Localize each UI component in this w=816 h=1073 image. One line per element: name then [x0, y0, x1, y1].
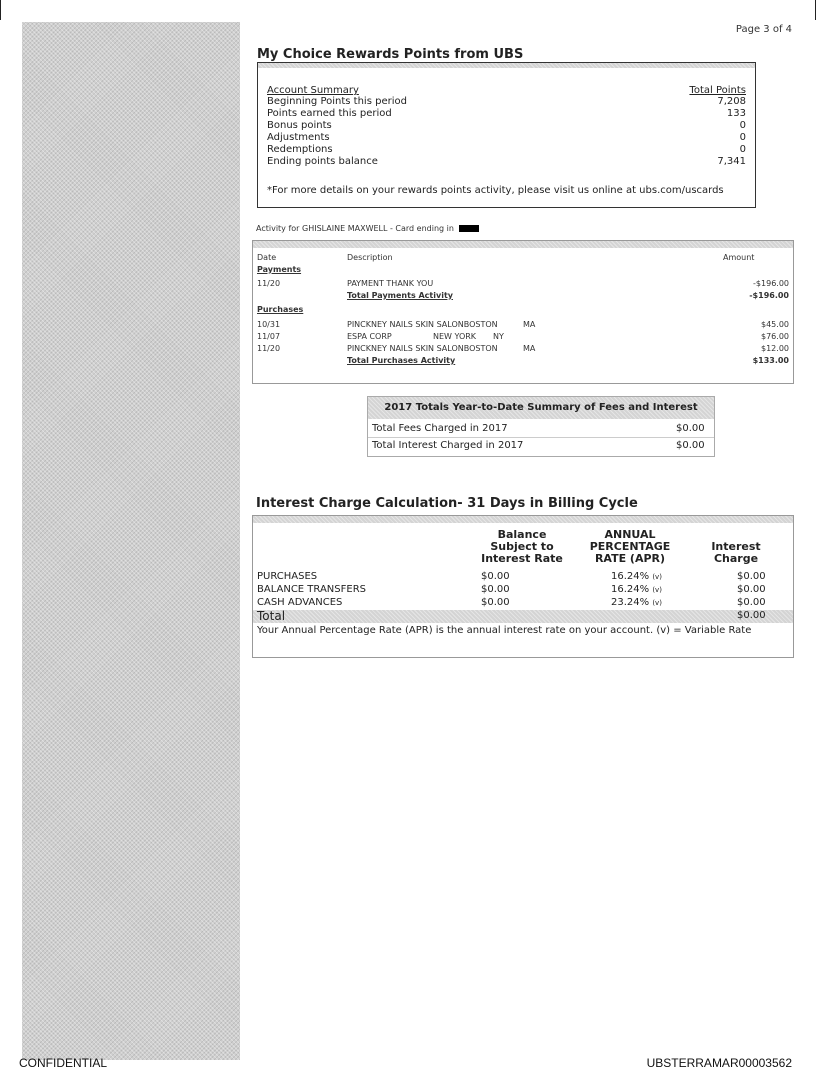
variable-flag: (v): [652, 573, 662, 581]
purchases-total-amount: $133.00: [752, 356, 789, 365]
col-balance-line: Interest Rate: [481, 552, 563, 565]
interest-row-charge: $0.00: [737, 584, 766, 595]
payments-total-label: Total Payments Activity: [347, 291, 453, 300]
rewards-title: My Choice Rewards Points from UBS: [257, 47, 524, 62]
interest-row-label: BALANCE TRANSFERS: [257, 584, 366, 595]
col-apr-line: PERCENTAGE: [589, 540, 671, 553]
account-summary-header: Account Summary: [267, 85, 359, 96]
purchase-amount: $45.00: [761, 320, 789, 329]
interest-row-label: CASH ADVANCES: [257, 597, 343, 608]
interest-row-balance: $0.00: [481, 571, 510, 582]
page-edge-left: [0, 0, 1, 20]
purchases-section-label: Purchases: [257, 305, 304, 314]
purchase-amount: $12.00: [761, 344, 789, 353]
rewards-row-value: 7,341: [717, 156, 746, 167]
rewards-row: [267, 120, 746, 132]
col-amount-header: Amount: [723, 253, 755, 262]
interest-title: [256, 496, 638, 511]
activity-title: [256, 224, 479, 233]
interest-row-apr: [611, 571, 662, 583]
fees-row-label: Total Interest Charged in 2017: [372, 440, 524, 451]
interest-row-label: PURCHASES: [257, 571, 318, 582]
rewards-summary-box: [257, 62, 756, 208]
activity-table-strip: [253, 241, 793, 248]
col-charge-line: Charge: [713, 552, 759, 565]
decorative-sidebar: [22, 22, 240, 1060]
interest-title-rest: - 31 Days in Billing Cycle: [457, 496, 638, 511]
purchase-state: NY: [493, 332, 504, 341]
purchase-date: 11/20: [257, 344, 281, 353]
fees-divider: [368, 437, 714, 438]
col-balance-header: [467, 529, 577, 565]
variable-flag: (v): [652, 586, 662, 594]
purchase-description: PINCKNEY NAILS SKIN SALONBOSTON: [347, 320, 498, 329]
rewards-row-value: 0: [739, 144, 746, 155]
activity-table: [252, 240, 794, 384]
rewards-row-label: Beginning Points this period: [267, 96, 407, 107]
rewards-row: [267, 96, 746, 108]
variable-flag: (v): [652, 599, 662, 607]
purchase-amount: $76.00: [761, 332, 789, 341]
footer-confidential: CONFIDENTIAL: [19, 1056, 108, 1070]
col-charge-line: Interest: [711, 540, 761, 553]
rewards-box-strip: [258, 63, 755, 68]
interest-note: Your Annual Percentage Rate (APR) is the annual interest rate on your account. (v) = Variable Rate: [257, 625, 752, 636]
col-apr-header: [575, 529, 685, 565]
interest-row-charge: $0.00: [737, 571, 766, 582]
rewards-row-label: Redemptions: [267, 144, 333, 155]
fees-row: [372, 440, 705, 451]
interest-row-apr: [611, 597, 662, 609]
col-balance-line: Balance: [497, 528, 547, 541]
interest-total-label: Total: [257, 609, 286, 623]
rewards-row-label: Points earned this period: [267, 108, 392, 119]
payment-description: PAYMENT THANK YOU: [347, 279, 434, 288]
fees-summary-box: [367, 396, 715, 457]
purchase-city: NEW YORK: [433, 332, 477, 341]
col-apr-line: RATE (APR): [594, 552, 666, 565]
redaction-bar: [459, 225, 479, 232]
interest-table-strip: [253, 516, 793, 523]
purchase-date: 11/07: [257, 332, 281, 341]
purchase-date: 10/31: [257, 320, 281, 329]
payment-amount: -$196.00: [753, 279, 789, 288]
apr-value: 23.24%: [611, 597, 650, 608]
payments-section-label: Payments: [257, 265, 302, 274]
fees-row-label: Total Fees Charged in 2017: [372, 423, 508, 434]
fees-row-value: $0.00: [676, 440, 705, 451]
rewards-row-label: Adjustments: [267, 132, 330, 143]
rewards-note: *For more details on your rewards points activity, please visit us online at ubs.com/uscards: [267, 185, 724, 196]
rewards-row: [267, 156, 746, 168]
rewards-row-value: 133: [726, 108, 746, 119]
rewards-row: [267, 132, 746, 144]
rewards-row-value: 7,208: [717, 96, 746, 107]
purchases-total-label: Total Purchases Activity: [347, 356, 456, 365]
purchase-state: MA: [523, 320, 536, 329]
rewards-row: [267, 108, 746, 120]
col-apr-line: ANNUAL: [604, 528, 656, 541]
col-description-header: Description: [347, 253, 393, 262]
apr-value: 16.24%: [611, 584, 650, 595]
col-charge-header: [701, 541, 771, 565]
interest-row-balance: $0.00: [481, 584, 510, 595]
col-date-header: Date: [257, 253, 277, 262]
payment-date: 11/20: [257, 279, 281, 288]
col-balance-line: Subject to: [490, 540, 554, 553]
interest-row-charge: $0.00: [737, 597, 766, 608]
purchase-description: PINCKNEY NAILS SKIN SALONBOSTON: [347, 344, 498, 353]
interest-total-value: $0.00: [737, 610, 766, 621]
interest-title-bold: Interest Charge Calculation: [256, 496, 458, 511]
footer-bates-number: UBSTERRAMAR00003562: [646, 1056, 792, 1070]
interest-row-apr: [611, 584, 662, 596]
rewards-row-label: Ending points balance: [267, 156, 378, 167]
rewards-row-value: 0: [739, 120, 746, 131]
purchase-state: MA: [523, 344, 536, 353]
rewards-row-value: 0: [739, 132, 746, 143]
fees-row: [372, 423, 705, 434]
fees-row-value: $0.00: [676, 423, 705, 434]
total-points-header: Total Points: [689, 85, 746, 96]
payments-total-amount: -$196.00: [749, 291, 789, 300]
rewards-row: [267, 144, 746, 156]
interest-total-row: [253, 610, 793, 623]
interest-row-balance: $0.00: [481, 597, 510, 608]
rewards-row-label: Bonus points: [267, 120, 332, 131]
purchase-description: ESPA CORP: [347, 332, 392, 341]
apr-value: 16.24%: [611, 571, 650, 582]
activity-title-text: Activity for GHISLAINE MAXWELL - Card ending in: [256, 224, 454, 233]
page-number: Page 3 of 4: [735, 24, 792, 35]
fees-summary-title: 2017 Totals Year-to-Date Summary of Fees and Interest: [368, 397, 714, 419]
interest-table: [252, 515, 794, 658]
